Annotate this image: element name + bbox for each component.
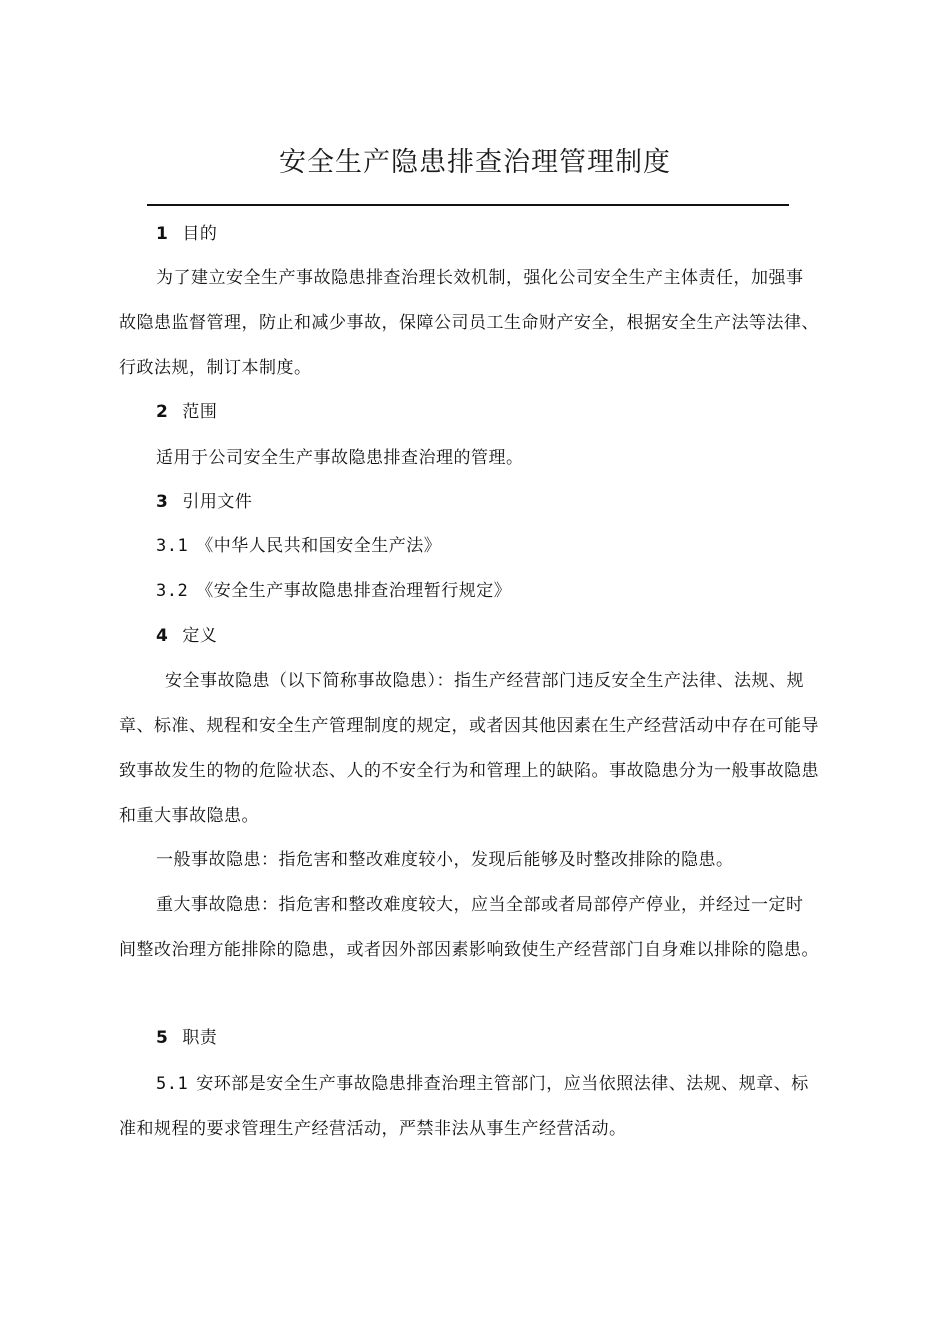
section-5-heading (119, 1016, 819, 1061)
section-3-heading (119, 480, 819, 525)
title-divider (147, 204, 789, 206)
section-title: 职责 (182, 1028, 218, 1048)
section-title: 定义 (182, 626, 218, 646)
section-2-heading (119, 390, 819, 435)
section-title: 引用文件 (182, 492, 253, 512)
item-text: 安环部是安全生产事故隐患排查治理主管部门，应当依照法律、法规、规章、标准和规程的要求管理生产经营活动，严禁非法从事生产经营活动。 (119, 1074, 809, 1139)
item-text: 《中华人民共和国安全生产法》 (196, 536, 442, 556)
section-1-heading (119, 212, 819, 257)
section-2-body: 适用于公司安全生产事故隐患排查治理的管理。 (156, 448, 524, 468)
item-number: 3.2 (156, 581, 189, 601)
reference-3-1 (119, 524, 819, 569)
section-title: 范围 (182, 402, 218, 422)
section-number: 2 (156, 402, 169, 422)
section-number: 5 (156, 1028, 169, 1048)
section-number: 4 (156, 626, 169, 646)
item-number: 3.1 (156, 536, 189, 556)
section-4-definition: 安全事故隐患（以下简称事故隐患）：指生产经营部门违反安全生产法律、法规、规章、标准、规程和安全生产管理制度的规定，或者因其他因素在生产经营活动中存在可能导致事故发生的物的危险状态、人的不安全行为和管理上的缺陷。事故隐患分为一般事故隐患和重大事故隐患。 (119, 671, 819, 826)
item-number: 5.1 (156, 1074, 189, 1094)
duty-5-1 (119, 1062, 819, 1152)
reference-3-2 (119, 569, 819, 614)
document-title: 安全生产隐患排查治理管理制度 (279, 147, 671, 178)
item-text: 《安全生产事故隐患排查治理暂行规定》 (196, 581, 512, 601)
section-number: 3 (156, 492, 169, 512)
section-1-body: 为了建立安全生产事故隐患排查治理长效机制，强化公司安全生产主体责任，加强事故隐患监督管理，防止和减少事故，保障公司员工生命财产安全，根据安全生产法等法律、行政法规，制订本制度。 (119, 268, 819, 378)
section-4-general-hazard: 一般事故隐患：指危害和整改难度较小，发现后能够及时整改排除的隐患。 (156, 850, 734, 870)
section-4-major-hazard: 重大事故隐患：指危害和整改难度较大，应当全部或者局部停产停业，并经过一定时间整改治理方能排除的隐患，或者因外部因素影响致使生产经营部门自身难以排除的隐患。 (119, 895, 819, 960)
section-4-heading (119, 614, 819, 659)
section-title: 目的 (182, 224, 218, 244)
section-number: 1 (156, 224, 169, 244)
